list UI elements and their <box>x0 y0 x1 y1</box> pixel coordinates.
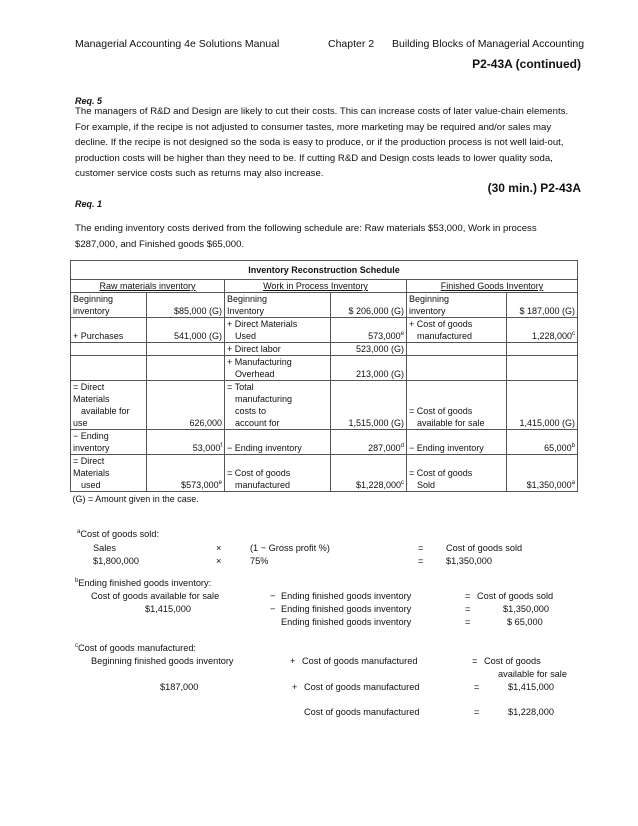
row-label: = Direct <box>73 456 105 466</box>
req1-label: Req. 1 <box>75 199 103 209</box>
row-label: + Direct Materials <box>227 319 298 329</box>
table-row <box>71 356 578 381</box>
formula-operator: − <box>270 591 276 601</box>
footnote-mark: e <box>218 480 222 486</box>
row-label: + Cost of goods <box>409 319 473 329</box>
formula-operator: = <box>465 604 471 614</box>
cell-value: 626,000 <box>147 381 225 430</box>
footnote-title: Ending finished goods inventory: <box>78 578 212 588</box>
formula-term: Cost of goods sold <box>446 543 523 553</box>
cell-value: 573,000 <box>368 331 401 341</box>
footnote-mark: e <box>400 331 404 337</box>
inventory-schedule-table <box>70 260 578 505</box>
formula-operator: = <box>474 707 480 717</box>
row-label: inventory <box>73 443 110 453</box>
cell-value: 53,000 <box>192 443 221 453</box>
col-header-fg: Finished Goods Inventory <box>440 281 544 291</box>
table-row <box>71 318 578 343</box>
formula-term: Sales <box>93 543 116 553</box>
footnote-title: Cost of goods sold: <box>80 529 159 539</box>
row-label: = Total <box>227 382 254 392</box>
row-label: Sold <box>417 480 436 490</box>
footnote-a-title <box>77 529 159 539</box>
row-label: = Cost of goods <box>409 406 473 416</box>
formula-value: $187,000 <box>160 682 199 692</box>
formula-value: $1,800,000 <box>93 556 139 566</box>
formula-operator: = <box>465 591 471 601</box>
row-label: available for sale <box>417 418 485 428</box>
formula-term: Ending finished goods inventory <box>281 617 412 627</box>
row-label: − Ending <box>73 431 109 441</box>
row-label: Materials <box>73 468 110 478</box>
schedule-note: (G) = Amount given in the case. <box>72 494 199 504</box>
row-label: Inventory <box>227 306 265 316</box>
footnote-mark: b <box>75 577 79 584</box>
col-header-raw: Raw materials inventory <box>99 281 196 291</box>
formula-term: Cost of goods <box>484 656 541 666</box>
header-chapter-title: Building Blocks of Managerial Accounting <box>392 38 585 50</box>
row-label: − Ending inventory <box>225 430 331 455</box>
row-label: = Cost of goods <box>409 468 473 478</box>
table-row <box>71 293 578 318</box>
footnote-mark: b <box>571 443 575 449</box>
formula-value: $1,350,000 <box>446 556 492 566</box>
schedule-title: Inventory Reconstruction Schedule <box>71 261 578 280</box>
row-label: Materials <box>73 394 110 404</box>
cell-value: 1,228,000 <box>531 331 572 341</box>
header-book-title: Managerial Accounting 4e Solutions Manual <box>75 38 280 50</box>
footnote-title: Cost of goods manufactured: <box>78 643 196 653</box>
formula-operator: = <box>465 617 471 627</box>
cell-value: 523,000 (G) <box>331 343 407 356</box>
formula-term: Cost of goods manufactured <box>304 707 420 717</box>
formula-term: Cost of goods sold <box>477 591 554 601</box>
formula-value: $1,350,000 <box>503 604 549 614</box>
footnote-b-title <box>75 578 211 588</box>
formula-term: Cost of goods manufactured <box>304 682 420 692</box>
table-row <box>71 455 578 492</box>
cell-value: $85,000 (G) <box>147 293 225 318</box>
header-chapter: Chapter 2 <box>328 38 375 50</box>
cell-value: 1,415,000 (G) <box>507 381 578 430</box>
row-label: inventory <box>73 306 110 316</box>
footnote-c-title <box>75 643 196 653</box>
row-label: account for <box>235 418 280 428</box>
cell-value: $573,000 <box>181 480 219 490</box>
formula-operator: × <box>216 556 222 566</box>
formula-operator: + <box>292 682 298 692</box>
formula-term: Ending finished goods inventory <box>281 604 412 614</box>
row-label: available for <box>81 406 130 416</box>
cell-value: 213,000 (G) <box>331 356 407 381</box>
formula-operator: = <box>474 682 480 692</box>
row-label: + Direct labor <box>225 343 331 356</box>
footnote-mark: a <box>571 480 575 486</box>
row-label: = Cost of goods <box>227 468 291 478</box>
formula-value: $ 65,000 <box>507 617 543 627</box>
formula-operator: = <box>418 556 424 566</box>
formula-value: $1,415,000 <box>508 682 554 692</box>
table-header-row <box>71 280 578 293</box>
req5-label: Req. 5 <box>75 96 103 106</box>
table-row <box>71 343 578 356</box>
table-note-row <box>71 492 578 506</box>
row-label: − Ending inventory <box>407 430 507 455</box>
row-label: Used <box>235 331 257 341</box>
formula-value: 75% <box>250 556 269 566</box>
cell-value: $ 206,000 (G) <box>331 293 407 318</box>
table-title-row <box>71 261 578 280</box>
cell-value: $ 187,000 (G) <box>507 293 578 318</box>
req5-paragraph: The managers of R&D and Design are likely to cut their costs. This can increase costs of later value-chain elements. For example, if the recipe is not adjusted to consumer tastes, more marketing may be required and/or sales may decline. If the recipe is not designed so the soda is easy to produce, or if the production process is not well laid-out, production costs will be higher than they need to be. If cutting R&D and Design costs leads to lower quality soda, customer service costs such as returns may also increase. <box>75 106 569 179</box>
row-label: + Purchases <box>71 318 147 343</box>
row-label: manufacturing <box>235 394 293 404</box>
formula-operator: = <box>472 656 478 666</box>
formula-value: $1,415,000 <box>145 604 191 614</box>
row-label: costs to <box>235 406 267 416</box>
footnote-mark: c <box>572 331 575 337</box>
row-label: Beginning <box>409 294 450 304</box>
row-label: Beginning <box>227 294 268 304</box>
row-label: manufactured <box>235 480 291 490</box>
table-row <box>71 430 578 455</box>
formula-term: (1 − Gross profit %) <box>250 543 330 553</box>
row-label: use <box>73 418 88 428</box>
formula-value: $1,228,000 <box>508 707 554 717</box>
footnote-mark: f <box>220 443 222 449</box>
row-label: + Manufacturing <box>227 357 292 367</box>
footnote-mark: c <box>75 642 78 649</box>
formula-term: available for sale <box>498 669 567 679</box>
row-label: Beginning <box>73 294 114 304</box>
problem-heading: (30 min.) P2-43A <box>487 181 581 195</box>
table-row <box>71 381 578 430</box>
cell-value: 1,515,000 (G) <box>331 381 407 430</box>
req1-paragraph: The ending inventory costs derived from the following schedule are: Raw materials $53,000, Work in process $287,000, and Finished goods $65,000. <box>75 223 537 250</box>
row-label: manufactured <box>417 331 473 341</box>
cell-value: $1,350,000 <box>526 480 572 490</box>
formula-term: Beginning finished goods inventory <box>91 656 234 666</box>
row-label: inventory <box>409 306 446 316</box>
row-label: Overhead <box>235 369 275 379</box>
formula-operator: = <box>418 543 424 553</box>
formula-term: Ending finished goods inventory <box>281 591 412 601</box>
cell-value: 65,000 <box>544 443 572 453</box>
footnote-mark: a <box>77 528 81 535</box>
cell-value: 541,000 (G) <box>147 318 225 343</box>
continued-heading: P2-43A (continued) <box>472 57 581 71</box>
formula-operator: × <box>216 543 222 553</box>
cell-value: $1,228,000 <box>355 480 401 490</box>
formula-term: Cost of goods manufactured <box>302 656 418 666</box>
row-label: used <box>81 480 101 490</box>
col-header-wip: Work in Process Inventory <box>263 281 368 291</box>
formula-operator: − <box>270 604 276 614</box>
footnote-mark: d <box>400 443 404 449</box>
formula-operator: + <box>290 656 296 666</box>
formula-term: Cost of goods available for sale <box>91 591 220 601</box>
cell-value: 287,000 <box>368 443 401 453</box>
row-label: = Direct <box>73 382 105 392</box>
footnote-mark: c <box>401 480 404 486</box>
